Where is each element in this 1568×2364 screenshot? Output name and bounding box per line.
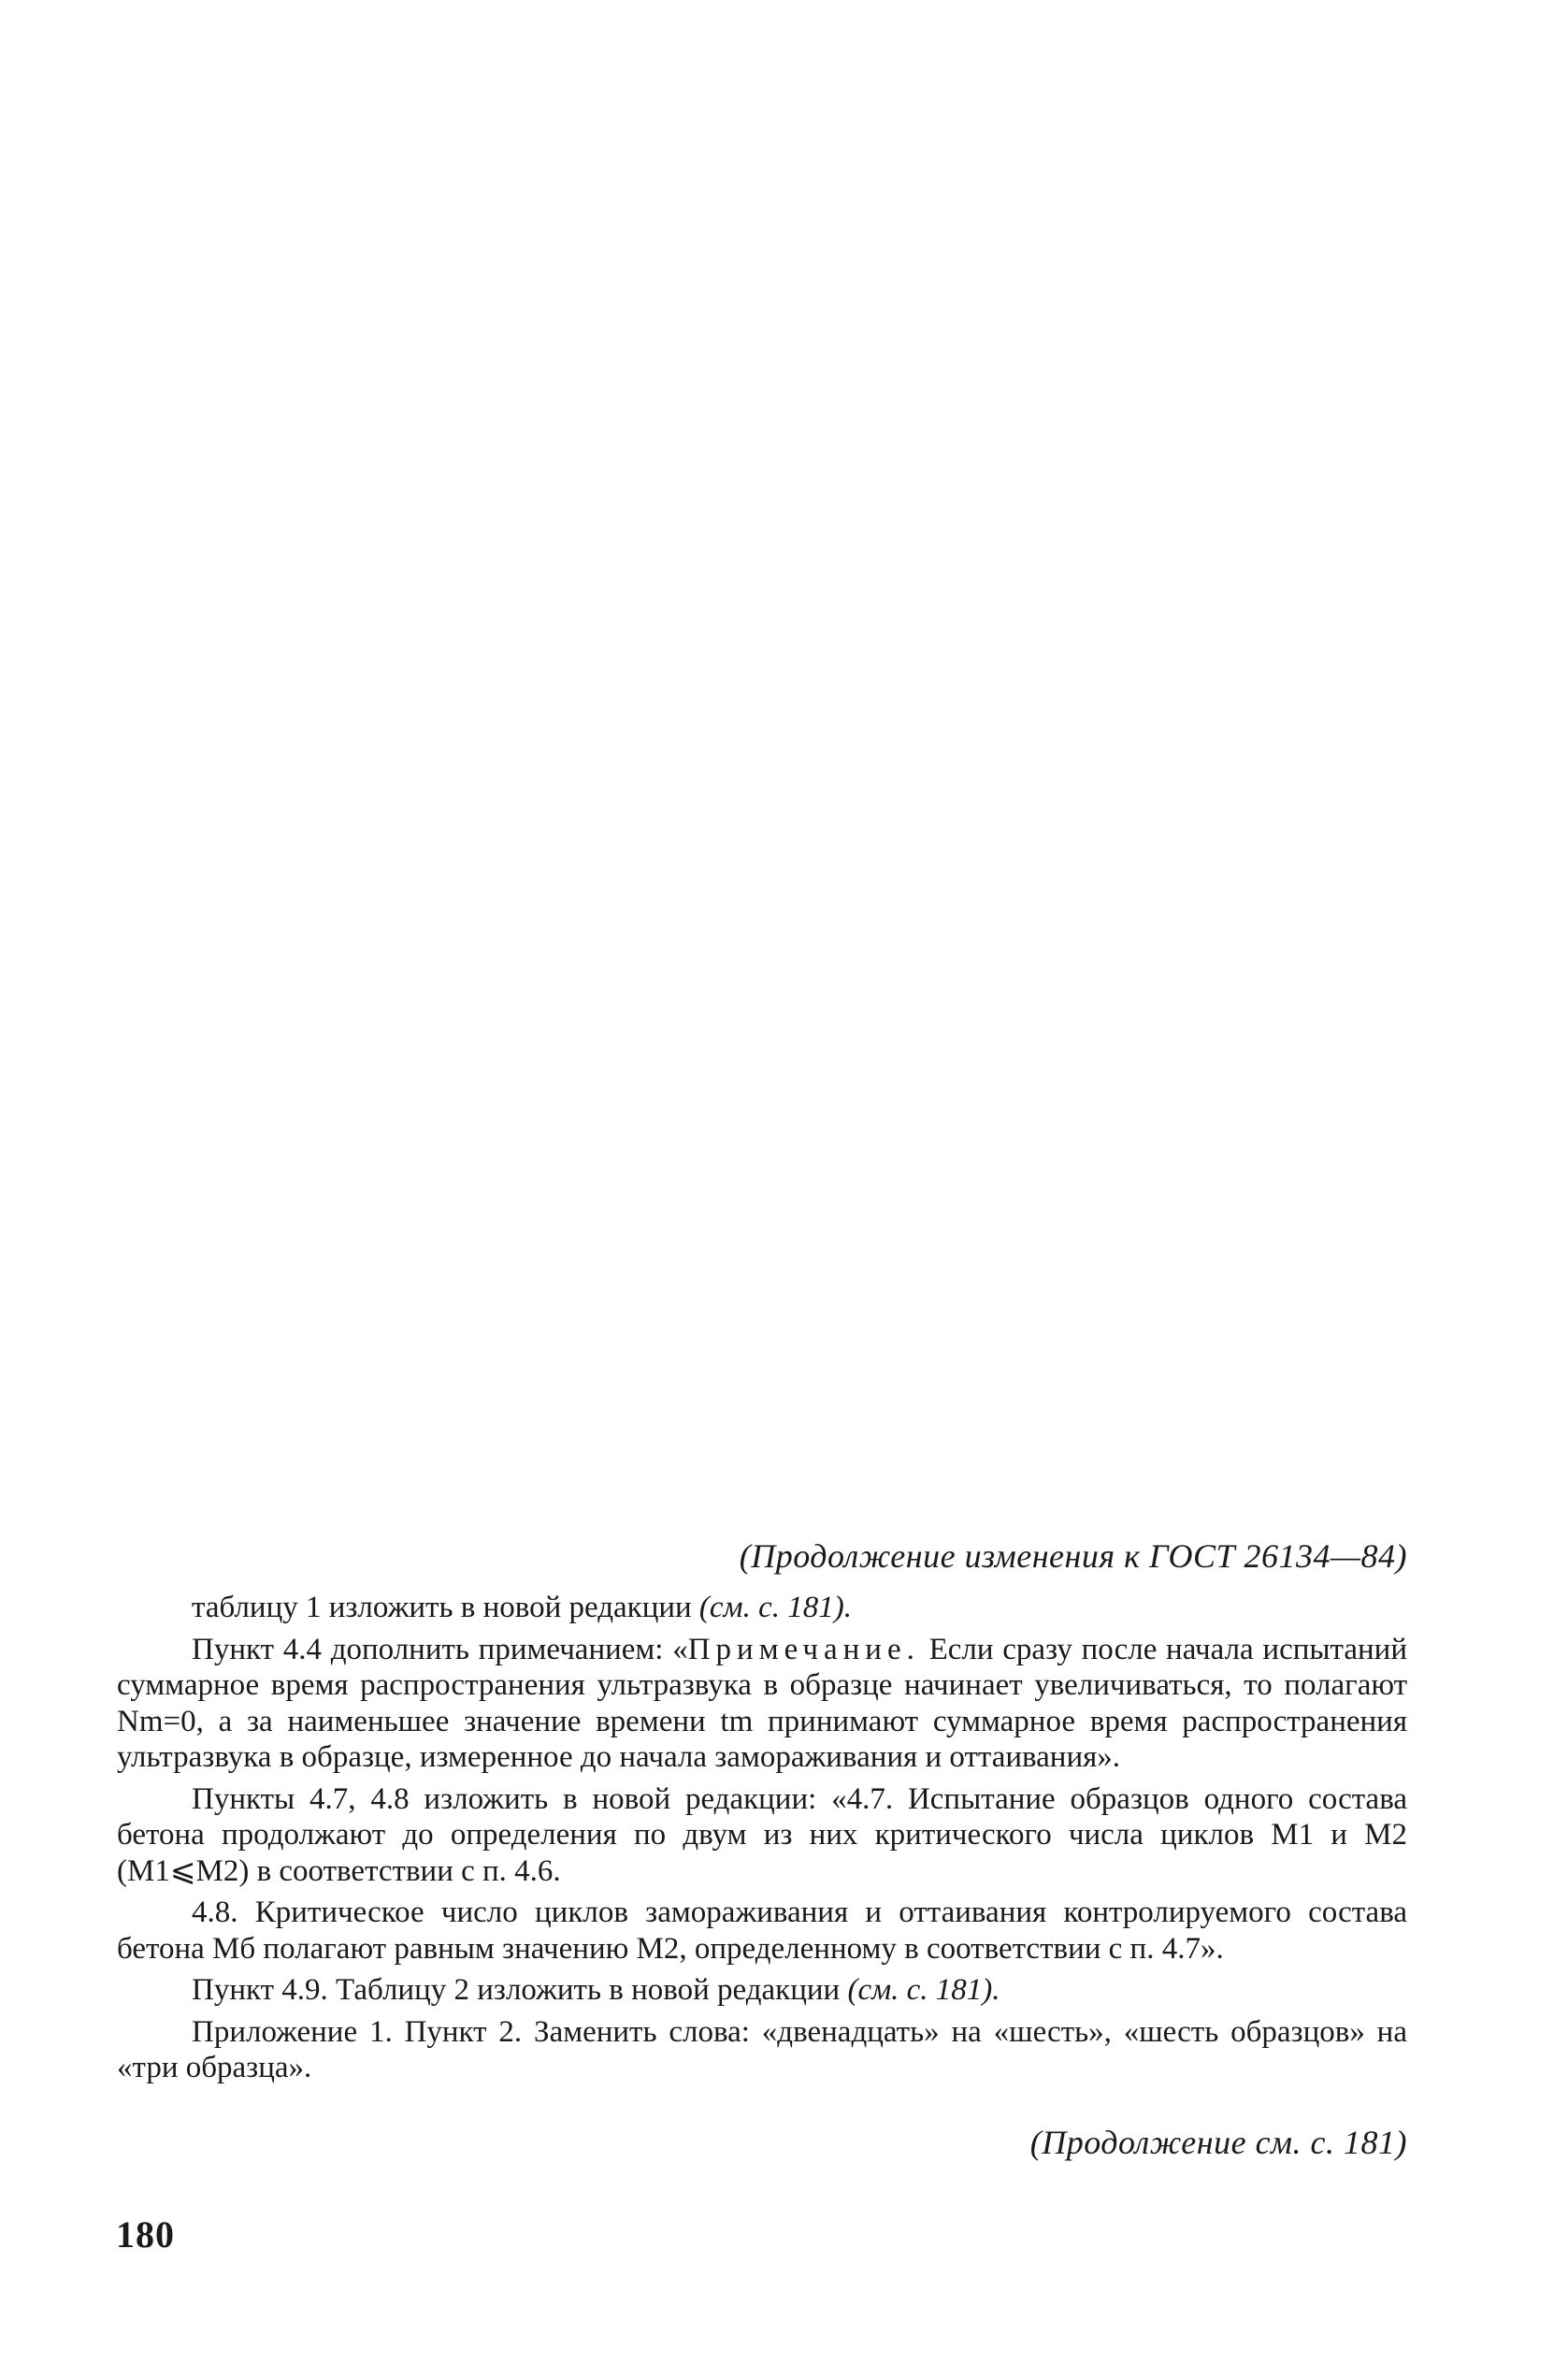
paragraph-text: Пункт 4.9. Таблицу 2 изложить в новой редакции (192, 1973, 848, 2007)
paragraph-text: 4.8. Критическое число циклов замораживания и оттаивания контролируемого состава бетона Mб полагают равным значению M2, определенному в соответствии с п. 4.7». (117, 1896, 1407, 1966)
paragraph-appendix-1 (117, 2014, 1407, 2086)
body-text (117, 1590, 1407, 2092)
paragraph-text: Приложение 1. Пункт 2. Заменить слова: «двенадцать» на «шесть», «шесть образцов» на «три образца». (117, 2014, 1407, 2084)
header-continuation-note: (Продолжение изменения к ГОСТ 26134—84) (739, 1537, 1407, 1575)
paragraph-point-4-4 (117, 1632, 1407, 1776)
paragraph-point-4-8 (117, 1895, 1407, 1967)
note-label: Примечание. (687, 1632, 920, 1666)
paragraph-point-4-9 (117, 1972, 1407, 2009)
paragraph-table-1 (117, 1590, 1407, 1626)
page-reference: (см. с. 181). (847, 1973, 1000, 2007)
footer-continuation-note: (Продолжение см. с. 181) (1029, 2124, 1407, 2161)
paragraph-text: Пункты 4.7, 4.8 изложить в новой редакции: «4.7. Испытание образцов одного состава бетона продолжают до определения по двум из них критического числа циклов M1 и M2 (M1⩽M2) в соответствии с п. 4.6. (117, 1781, 1407, 1888)
paragraph-text: таблицу 1 изложить в новой редакции (192, 1591, 699, 1624)
paragraph-points-4-7-4-8 (117, 1781, 1407, 1890)
page-number: 180 (116, 2213, 175, 2256)
paragraph-text: Если сразу после начала испытаний суммарное время распространения ультразвука в образце начинает увеличиваться, то полагают Nm=0, а за наименьшее значение времени tm принимают суммарное время распространения ультразвука в образце, измеренное до начала замораживания и оттаивания». (117, 1632, 1407, 1774)
page-reference: (см. с. 181). (698, 1591, 853, 1624)
paragraph-lead: Пункт 4.4 дополнить примечанием: « (192, 1632, 688, 1666)
